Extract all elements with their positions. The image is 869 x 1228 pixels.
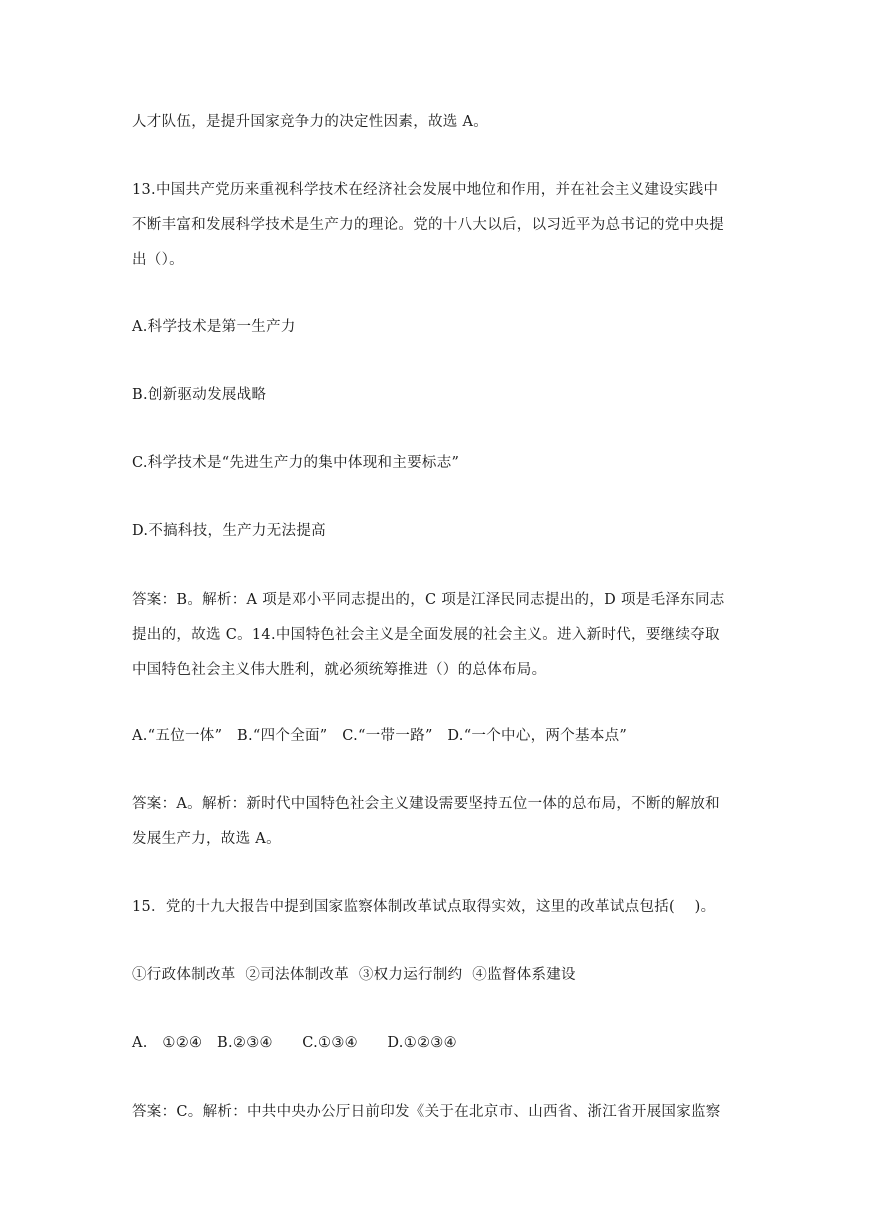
question-14-line: 提出的，故选 C。14.中国特色社会主义是全面发展的社会主义。进入新时代，要继续夺取 xyxy=(132,627,720,643)
option-c: C.科学技术是“先进生产力的集中体现和主要标志” xyxy=(132,455,460,471)
text-line: 中国特色社会主义伟大胜利，就必须统筹推进（）的总体布局。 xyxy=(132,662,547,678)
options-line: A. ①②④ B.②③④ C.①③④ D.①②③④ xyxy=(132,1035,457,1051)
answer-line: 答案：A。解析：新时代中国特色社会主义建设需要坚持五位一体的总布局，不断的解放和 xyxy=(132,796,720,812)
options-line: A.“五位一体” B.“四个全面” C.“一带一路” D.“一个中心，两个基本点” xyxy=(132,728,628,744)
text-line: 不断丰富和发展科学技术是生产力的理论。党的十八大以后，以习近平为总书记的党中央提 xyxy=(132,217,724,233)
items-line: ①行政体制改革 ②司法体制改革 ③权力运行制约 ④监督体系建设 xyxy=(132,967,576,983)
answer-line: 答案：B。解析：A 项是邓小平同志提出的，C 项是江泽民同志提出的，D 项是毛泽东同志 xyxy=(132,592,725,608)
question-15-line: 15．党的十九大报告中提到国家监察体制改革试点取得实效，这里的改革试点包括( )。 xyxy=(132,899,716,915)
option-b: B.创新驱动发展战略 xyxy=(132,387,267,403)
text-line: 发展生产力，故选 A。 xyxy=(132,831,281,847)
option-a: A.科学技术是第一生产力 xyxy=(132,319,296,335)
text-line: 人才队伍，是提升国家竞争力的决定性因素，故选 A。 xyxy=(132,114,489,130)
option-d: D.不搞科技，生产力无法提高 xyxy=(132,523,326,539)
text-line: 出（）。 xyxy=(132,252,184,268)
answer-line: 答案：C。解析：中共中央办公厅日前印发《关于在北京市、山西省、浙江省开展国家监察 xyxy=(132,1104,721,1120)
question-13-line: 13.中国共产党历来重视科学技术在经济社会发展中地位和作用，并在社会主义建设实践中 xyxy=(132,182,719,198)
